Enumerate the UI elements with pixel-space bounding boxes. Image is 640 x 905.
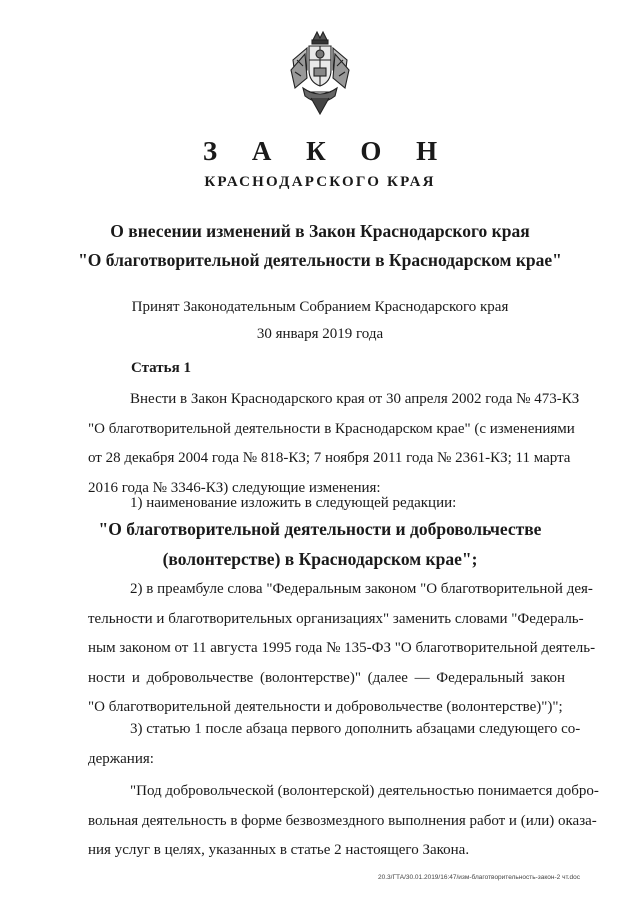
document-type-title: З А К О Н	[202, 136, 452, 166]
paragraph-line: тельности и благотворительных организациях" заменить словами "Федераль-	[88, 610, 584, 627]
new-title-line-1: "О благотворительной деятельности и добровольчестве	[98, 519, 542, 539]
paragraph-line: "Под добровольческой (волонтерской) деятельностью понимается добро-	[130, 783, 599, 799]
paragraph-line: ным законом от 11 августа 1995 года № 135-ФЗ "О благотворительной деятель-	[88, 640, 596, 656]
paragraph-3	[88, 575, 596, 723]
paragraph-line: от 28 декабря 2004 года № 818-КЗ; 7 ноября 2011 года № 2361-КЗ; 11 марта	[88, 450, 571, 466]
paragraph-line: держания:	[88, 750, 154, 767]
paragraph-line: ности и добровольчестве (волонтерстве)" (далее — Федеральный закон	[88, 669, 565, 686]
law-title-line-1: О внесении изменений в Закон Краснодарского края	[110, 221, 530, 241]
paragraph-line: вольная деятельность в форме безвозмездного выполнения работ и (или) оказа-	[88, 812, 597, 829]
document-issuer: КРАСНОДАРСКОГО КРАЯ	[204, 174, 436, 190]
adoption-date: 30 января 2019 года	[256, 326, 384, 342]
new-title-line-2: (волонтерстве) в Краснодарском крае";	[162, 549, 478, 569]
paragraph-line: 1) наименование изложить в следующей редакции:	[130, 495, 457, 511]
paragraph-line: 2) в преамбуле слова "Федеральным законом "О благотворительной дея-	[130, 581, 593, 597]
paragraph-2	[88, 489, 565, 519]
paragraph-line: ния услуг в целях, указанных в статье 2 настоящего Закона.	[88, 842, 470, 858]
article-heading: Статья 1	[131, 360, 191, 376]
paragraph-line: "О благотворительной деятельности и добровольчестве (волонтерстве)")";	[88, 699, 563, 715]
paragraph-1	[88, 385, 580, 503]
coat-of-arms-emblem	[289, 30, 351, 116]
paragraph-line: "О благотворительной деятельности в Краснодарском крае" (с изменениями	[88, 420, 575, 437]
paragraph-line: Внести в Закон Краснодарского края от 30 апреля 2002 года № 473-КЗ	[130, 391, 580, 407]
paragraph-5	[88, 777, 599, 866]
file-path-footer: 20.3/ГТА/30.01.2019/16:47/изм-благотворительность-закон-2 чт.doc	[378, 874, 580, 881]
paragraph-line: 3) статью 1 после абзаца первого дополнить абзацами следующего со-	[130, 721, 581, 737]
law-title-line-2: "О благотворительной деятельности в Краснодарском крае"	[78, 250, 562, 270]
adoption-line-1: Принят Законодательным Собранием Краснодарского края	[131, 299, 509, 315]
paragraph-4	[88, 715, 581, 774]
paragraph-line: 2016 года № 3346-КЗ) следующие изменения:	[88, 479, 381, 496]
